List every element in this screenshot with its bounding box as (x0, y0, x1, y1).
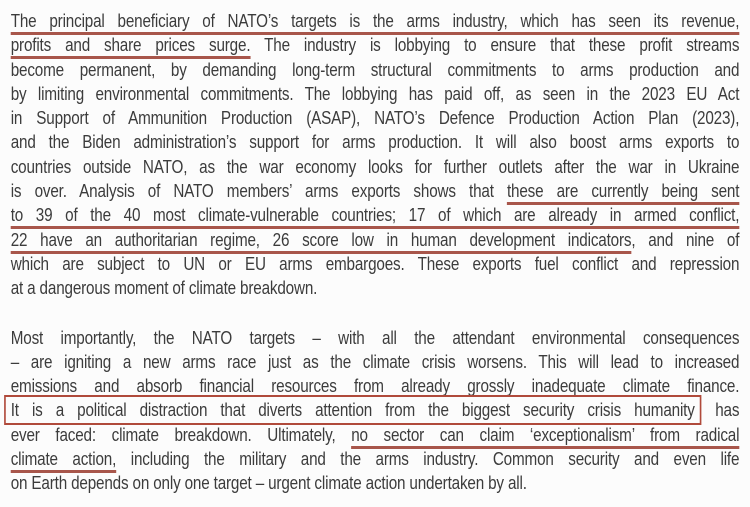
annotation-underline: 22 have an authoritarian regime, 26 score low in human development indicators (11, 229, 632, 254)
text-line (11, 398, 740, 422)
text-segment: on Earth depends on only one target – urgent climate action undertaken by all. (10, 472, 527, 494)
text-segment: has (702, 399, 740, 421)
annotation-underline: profits and share prices surge. (11, 34, 251, 59)
text-line (11, 155, 740, 179)
text-segment: which are subject to UN or EU arms embargoes. These exports fuel conflict and repression (10, 252, 740, 274)
text-segment: Most importantly, the NATO targets – with all the attendant environmental consequences (10, 326, 740, 348)
text-line (11, 350, 740, 374)
text-segment: in Support of Ammunition Production (ASAP), NATO’s Defence Production Action Plan (2023), (10, 107, 740, 129)
text-line (11, 82, 740, 106)
text-line (11, 471, 740, 495)
text-segment: The industry is lobbying to ensure that these profit streams (250, 34, 740, 56)
annotation-underline: these are currently being sent (507, 180, 739, 205)
text-line (11, 447, 740, 471)
annotation-underline: climate action, (11, 448, 116, 473)
text-segment: including the military and the arms industry. Common security and even life (116, 448, 740, 470)
text-segment: countries outside NATO, as the war economy looks for further outlets after the war in Ukraine (10, 155, 740, 177)
annotation-underline: to 39 of the 40 most climate-vulnerable countries; 17 of which are already in armed conflict, (11, 204, 740, 229)
text-line (11, 58, 740, 82)
text-segment: at a dangerous moment of climate breakdown. (10, 277, 318, 299)
text-segment: and the Biden administration’s support for arms production. It will also boost arms exports to (10, 131, 740, 153)
text-line (11, 326, 740, 350)
text-line (11, 203, 740, 227)
text-line (11, 423, 740, 447)
text-line (11, 33, 740, 57)
text-line (11, 106, 740, 130)
text-line (11, 228, 740, 252)
paragraph (11, 326, 740, 496)
text-line (11, 9, 740, 33)
text-segment: – are igniting a new arms race just as the climate crisis worsens. This will lead to increased (10, 350, 740, 372)
annotation-box: It is a political distraction that diverts attention from the biggest security crisis humanity (4, 395, 701, 425)
annotation-underline: The principal beneficiary of NATO’s targets is the arms industry, which has seen its revenue, (11, 10, 740, 35)
text-segment: become permanent, by demanding long-term structural commitments to arms production and (10, 58, 740, 80)
annotation-underline: no sector can claim ‘exceptionalism’ from radical (351, 424, 739, 449)
text-line (11, 179, 740, 203)
text-line (11, 130, 740, 154)
text-segment: emissions and absorb financial resources from already grossly inadequate climate finance. (10, 375, 740, 397)
text-segment: ever faced: climate breakdown. Ultimately, (10, 423, 352, 445)
text-segment: is over. Analysis of NATO members’ arms exports shows that (10, 180, 507, 202)
text-segment: , and nine of (631, 228, 740, 250)
paragraph (11, 9, 740, 301)
text-line (11, 276, 740, 300)
text-segment: by limiting environmental commitments. The lobbying has paid off, as seen in the 2023 EU Act (10, 82, 740, 104)
text-line (11, 252, 740, 276)
